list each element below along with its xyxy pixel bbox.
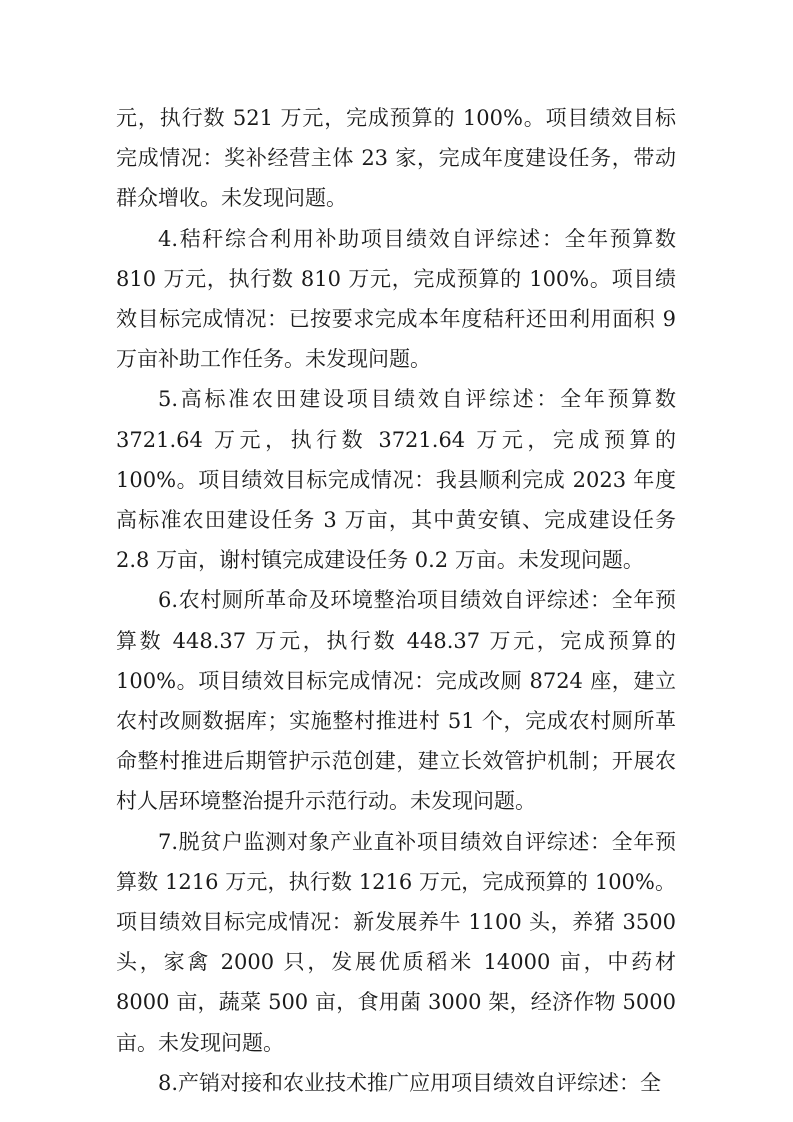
paragraph-continuation: 元，执行数 521 万元，完成预算的 100%。项目绩效目标完成情况：奖补经营主体 23 家，完成年度建设任务，带动群众增收。未发现问题。 — [116, 106, 676, 211]
paragraph-item-7: 7.脱贫户监测对象产业直补项目绩效自评综述：全年预算数 1216 万元，执行数 1216 万元，完成预算的 100%。项目绩效目标完成情况：新发展养牛 1100 头，养猪 3500 头，家禽 2000 只，发展优质稻米 14000 亩，中药材 8000 亩，蔬菜 500 亩，食用菌 3000 架，经济作物 5000 亩。未发现问题。 — [116, 829, 676, 1055]
document-body — [116, 98, 676, 1103]
paragraph-item-6: 6.农村厕所革命及环境整治项目绩效自评综述：全年预算数 448.37 万元，执行数 448.37 万元，完成预算的 100%。项目绩效目标完成情况：完成改厕 8724 座，建立农村改厕数据库；实施整村推进村 51 个，完成农村厕所革命整村推进后期管护示范创建，建立长效管护机制；开展农村人居环境整治提升示范行动。未发现问题。 — [116, 588, 676, 814]
paragraph-item-8: 8.产销对接和农业技术推广应用项目绩效自评综述：全 — [158, 1070, 662, 1095]
paragraph-item-4: 4.秸秆综合利用补助项目绩效自评综述：全年预算数 810 万元，执行数 810 万元，完成预算的 100%。项目绩效目标完成情况：已按要求完成本年度秸秆还田利用面积 9 万亩补助工作任务。未发现问题。 — [116, 226, 676, 372]
paragraph-item-5: 5.高标准农田建设项目绩效自评综述：全年预算数 3721.64 万元，执行数 3721.64 万元，完成预算的 100%。项目绩效目标完成情况：我县顺利完成 2023 年度高标准农田建设任务 3 万亩，其中黄安镇、完成建设任务 2.8 万亩，谢村镇完成建设任务 0.2 万亩。未发现问题。 — [116, 387, 676, 573]
